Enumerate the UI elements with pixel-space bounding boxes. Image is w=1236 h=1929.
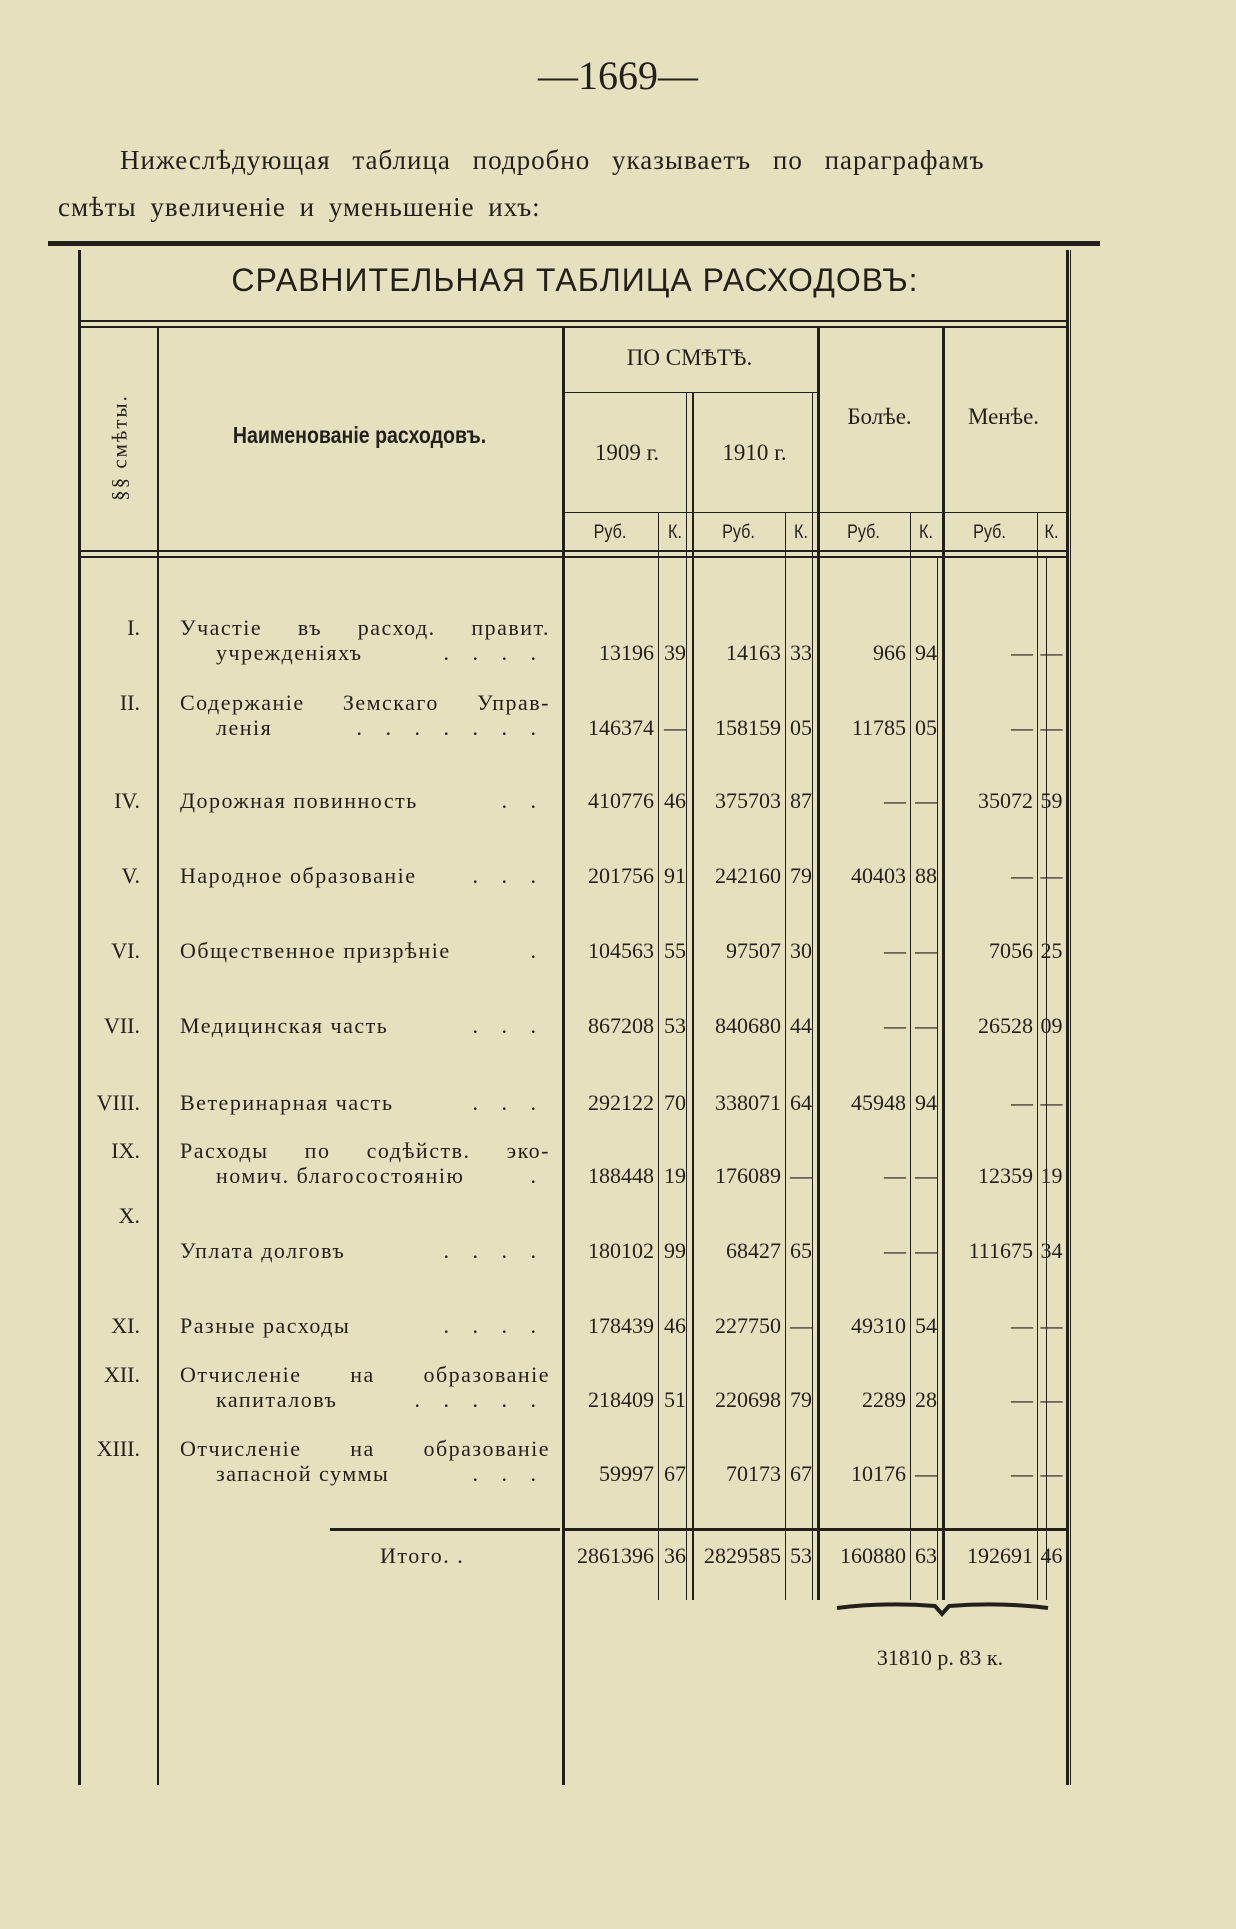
- table-rule: [80, 326, 1066, 328]
- top-rule: [48, 241, 1100, 246]
- cell-kopecks-less: 59: [1040, 788, 1063, 813]
- leader-dots: .: [530, 938, 545, 963]
- cell-kopecks-v1910: 33: [790, 640, 812, 665]
- header-section-number: §§ смѣты.: [107, 394, 132, 501]
- cell-rubles-more: 49310: [851, 1313, 906, 1338]
- cell-rubles-more: —: [884, 938, 906, 963]
- cell-kopecks-v1910: 79: [790, 863, 812, 888]
- leader-dots: . . .: [472, 1090, 545, 1115]
- table-rule: [812, 392, 813, 1600]
- cell-rubles-v1910: 14163: [726, 640, 781, 665]
- table-rule: [80, 556, 1066, 558]
- cell-rubles-v1910: 338071: [715, 1090, 781, 1115]
- expense-name-line-1: Отчисленіе на образованіе: [180, 1362, 550, 1387]
- cell-kopecks-more: 88: [915, 863, 937, 888]
- table-rule: [1046, 556, 1047, 1600]
- cell-rubles-more: 160880: [840, 1543, 906, 1568]
- expense-name: Народное образованіе: [180, 863, 417, 888]
- cell-rubles-less: 12359: [978, 1163, 1033, 1188]
- cell-rubles-less: 192691: [967, 1543, 1033, 1568]
- header-more: Болѣе.: [847, 404, 912, 429]
- expense-name-line-1: Расходы по содѣйств. эко-: [180, 1138, 550, 1163]
- page-number: —1669—: [538, 53, 698, 98]
- section-number: VI.: [111, 938, 140, 963]
- expense-name: Уплата долговъ: [180, 1238, 346, 1263]
- cell-rubles-v1909: 146374: [588, 715, 654, 740]
- expense-name: Медицинская часть: [180, 1013, 389, 1038]
- cell-rubles-more: 45948: [851, 1090, 906, 1115]
- cell-rubles-less: —: [1011, 1387, 1033, 1412]
- table-rule: [80, 550, 1066, 552]
- table-rule: [785, 512, 786, 1600]
- cell-kopecks-less: —: [1040, 715, 1063, 740]
- unit-kop-label: К.: [794, 522, 808, 543]
- unit-kop-label: К.: [1044, 522, 1059, 543]
- cell-kopecks-more: 94: [915, 640, 937, 665]
- cell-kopecks-v1909: 55: [664, 938, 686, 963]
- cell-kopecks-v1910: 67: [790, 1461, 812, 1486]
- section-number: XI.: [111, 1313, 140, 1338]
- cell-rubles-v1910: 840680: [715, 1013, 781, 1038]
- cell-kopecks-less: 09: [1040, 1013, 1063, 1038]
- cell-kopecks-less: 25: [1040, 938, 1063, 963]
- cell-rubles-more: —: [884, 788, 906, 813]
- unit-rub-label: Руб.: [722, 522, 755, 543]
- cell-rubles-less: —: [1011, 715, 1033, 740]
- cell-rubles-less: 26528: [978, 1013, 1033, 1038]
- expense-name: Ветеринарная часть: [180, 1090, 394, 1115]
- header-name: Наименованіе расходовъ.: [232, 422, 487, 448]
- cell-kopecks-v1910: 05: [790, 715, 812, 740]
- expense-name: Дорожная повинность: [180, 788, 418, 813]
- section-number: VII.: [103, 1013, 140, 1038]
- cell-kopecks-v1909: 19: [664, 1163, 686, 1188]
- table-rule: [937, 556, 938, 1600]
- header-1909: 1909 г.: [594, 440, 660, 465]
- cell-rubles-v1910: 375703: [715, 788, 781, 813]
- section-number: II.: [119, 690, 140, 715]
- difference-total: 31810 р. 83 к.: [876, 1645, 1004, 1670]
- expense-name-line-2: номич. благосостоянію: [216, 1163, 465, 1188]
- cell-kopecks-v1909: 51: [664, 1387, 686, 1412]
- cell-kopecks-v1910: 64: [790, 1090, 812, 1115]
- leader-dots: . . . .: [443, 640, 545, 665]
- expense-name-line-2: ленія: [216, 715, 273, 740]
- leader-dots: . . . . .: [414, 1387, 545, 1412]
- cell-kopecks-less: 34: [1040, 1238, 1063, 1263]
- table-rule: [1070, 250, 1071, 1785]
- cell-rubles-v1909: 13196: [599, 640, 654, 665]
- table-rule: [330, 1528, 560, 1531]
- table-rule: [80, 320, 1066, 322]
- cell-rubles-less: —: [1011, 1313, 1033, 1338]
- section-number: IX.: [111, 1138, 140, 1163]
- cell-rubles-v1909: 410776: [588, 788, 654, 813]
- cell-rubles-v1909: 180102: [588, 1238, 654, 1263]
- section-number: XIII.: [96, 1436, 140, 1461]
- cell-rubles-v1910: 220698: [715, 1387, 781, 1412]
- cell-rubles-v1910: 242160: [715, 863, 781, 888]
- cell-rubles-v1909: 292122: [588, 1090, 654, 1115]
- section-number: V.: [121, 863, 140, 888]
- cell-kopecks-v1910: 44: [790, 1013, 812, 1038]
- cell-rubles-v1909: 2861396: [577, 1543, 654, 1568]
- cell-kopecks-less: —: [1040, 1387, 1063, 1412]
- cell-rubles-more: —: [884, 1163, 906, 1188]
- leader-dots: . . . .: [443, 1238, 545, 1263]
- cell-rubles-more: 40403: [851, 863, 906, 888]
- cell-rubles-less: —: [1011, 1461, 1033, 1486]
- intro-text-line-2: смѣты увеличеніе и уменьшеніе ихъ:: [58, 192, 541, 222]
- cell-kopecks-v1909: 67: [664, 1461, 686, 1486]
- cell-rubles-more: 2289: [862, 1387, 906, 1412]
- expense-name: Разные расходы: [180, 1313, 351, 1338]
- leader-dots: . . . .: [443, 1313, 545, 1338]
- cell-kopecks-more: 54: [915, 1313, 937, 1338]
- section-number: X.: [118, 1203, 140, 1228]
- table-title: СРАВНИТЕЛЬНАЯ ТАБЛИЦА РАСХОДОВЪ:: [231, 262, 919, 298]
- cell-rubles-less: 7056: [989, 938, 1033, 963]
- cell-kopecks-v1910: 65: [790, 1238, 812, 1263]
- leader-dots: .: [530, 1163, 545, 1188]
- unit-rub-label: Руб.: [847, 522, 880, 543]
- section-number: XII.: [103, 1362, 140, 1387]
- cell-rubles-v1909: 59997: [599, 1461, 654, 1486]
- cell-kopecks-more: —: [915, 1238, 937, 1263]
- table-rule: [562, 512, 1066, 513]
- table-rule: [562, 1528, 1066, 1531]
- leader-dots: . . .: [472, 1461, 545, 1486]
- table-rule: [692, 392, 694, 1600]
- cell-kopecks-less: 46: [1040, 1543, 1063, 1568]
- cell-kopecks-v1910: —: [790, 1313, 812, 1338]
- cell-kopecks-v1909: 53: [664, 1013, 686, 1038]
- cell-rubles-v1909: 201756: [588, 863, 654, 888]
- expense-name: Общественное призрѣніе: [180, 938, 451, 963]
- intro-text-line-1: Нижеслѣдующая таблица подробно указываетъ по параграфамъ: [120, 145, 985, 175]
- table-rule: [910, 512, 911, 1600]
- cell-rubles-more: —: [884, 1238, 906, 1263]
- cell-kopecks-more: —: [915, 788, 937, 813]
- cell-kopecks-v1910: —: [790, 1163, 812, 1188]
- leader-dots: . . . . . . .: [356, 715, 545, 740]
- section-number: VIII.: [96, 1090, 140, 1115]
- cell-kopecks-more: 94: [915, 1090, 937, 1115]
- cell-rubles-v1910: 97507: [726, 938, 781, 963]
- cell-kopecks-more: —: [915, 938, 937, 963]
- cell-kopecks-v1909: 70: [664, 1090, 686, 1115]
- cell-kopecks-less: —: [1040, 863, 1063, 888]
- cell-rubles-v1910: 227750: [715, 1313, 781, 1338]
- header-less: Менѣе.: [967, 404, 1040, 429]
- cell-rubles-less: 35072: [978, 788, 1033, 813]
- leader-dots: . .: [501, 788, 545, 813]
- section-number: I.: [127, 615, 140, 640]
- cell-kopecks-more: —: [915, 1163, 937, 1188]
- cell-kopecks-less: —: [1040, 1090, 1063, 1115]
- cell-kopecks-v1909: 46: [664, 788, 686, 813]
- cell-kopecks-v1910: 53: [790, 1543, 812, 1568]
- expense-name-line-2: запасной суммы: [216, 1461, 390, 1486]
- expense-name-line-1: Отчисленіе на образованіе: [180, 1436, 550, 1461]
- cell-kopecks-more: 05: [915, 715, 937, 740]
- header-1910: 1910 г.: [722, 440, 787, 465]
- cell-rubles-more: 10176: [851, 1461, 906, 1486]
- cell-rubles-v1910: 158159: [715, 715, 781, 740]
- leader-dots: . . .: [472, 1013, 545, 1038]
- cell-kopecks-less: 19: [1040, 1163, 1063, 1188]
- difference-brace: [835, 1600, 1050, 1618]
- table-rule: [157, 326, 159, 1785]
- table-rule: [658, 512, 659, 1600]
- section-number: IV.: [114, 788, 140, 813]
- unit-rub-label: Руб.: [593, 522, 627, 543]
- table-rule: [686, 392, 687, 1600]
- cell-rubles-v1909: 867208: [588, 1013, 654, 1038]
- cell-kopecks-more: 28: [915, 1387, 937, 1412]
- cell-rubles-v1909: 178439: [588, 1313, 654, 1338]
- unit-kop-label: К.: [919, 522, 933, 543]
- expense-name-line-2: капиталовъ: [216, 1387, 338, 1412]
- cell-rubles-v1910: 70173: [726, 1461, 781, 1486]
- cell-kopecks-v1909: —: [664, 715, 686, 740]
- leader-dots: . . .: [472, 863, 545, 888]
- cell-kopecks-v1909: 36: [664, 1543, 686, 1568]
- cell-kopecks-v1910: 79: [790, 1387, 812, 1412]
- cell-rubles-less: —: [1011, 640, 1033, 665]
- cell-kopecks-less: —: [1040, 640, 1063, 665]
- cell-rubles-less: —: [1011, 1090, 1033, 1115]
- cell-kopecks-v1910: 30: [790, 938, 812, 963]
- total-label: Итого. .: [380, 1543, 465, 1568]
- cell-rubles-v1910: 176089: [715, 1163, 781, 1188]
- cell-rubles-less: 111675: [968, 1238, 1033, 1263]
- cell-kopecks-v1910: 87: [790, 788, 812, 813]
- expense-name-line-1: Участіе въ расход. правит.: [180, 615, 550, 640]
- cell-kopecks-v1909: 99: [664, 1238, 686, 1263]
- cell-kopecks-v1909: 91: [664, 863, 686, 888]
- table-rule: [562, 392, 817, 393]
- unit-rub-label: Руб.: [973, 522, 1006, 543]
- cell-kopecks-v1909: 46: [664, 1313, 686, 1338]
- header-by-estimate: ПО СМѢТѢ.: [626, 345, 753, 370]
- expense-name-line-1: Содержаніе Земскаго Управ-: [180, 690, 550, 715]
- cell-rubles-more: —: [884, 1013, 906, 1038]
- cell-rubles-more: 11785: [851, 715, 906, 740]
- cell-rubles-more: 966: [873, 640, 906, 665]
- cell-kopecks-v1909: 39: [664, 640, 686, 665]
- unit-kop-label: К.: [668, 522, 682, 543]
- table-rule: [1037, 512, 1038, 1600]
- cell-kopecks-less: —: [1040, 1461, 1063, 1486]
- cell-rubles-v1910: 2829585: [704, 1543, 781, 1568]
- cell-kopecks-more: —: [915, 1461, 937, 1486]
- table-rule: [1066, 250, 1069, 1785]
- cell-rubles-v1910: 68427: [726, 1238, 781, 1263]
- expense-name-line-2: учрежденіяхъ: [216, 640, 363, 665]
- cell-rubles-v1909: 104563: [588, 938, 654, 963]
- cell-kopecks-more: —: [915, 1013, 937, 1038]
- cell-rubles-less: —: [1011, 863, 1033, 888]
- cell-rubles-v1909: 218409: [588, 1387, 654, 1412]
- cell-kopecks-less: —: [1040, 1313, 1063, 1338]
- cell-kopecks-more: 63: [915, 1543, 937, 1568]
- cell-rubles-v1909: 188448: [588, 1163, 654, 1188]
